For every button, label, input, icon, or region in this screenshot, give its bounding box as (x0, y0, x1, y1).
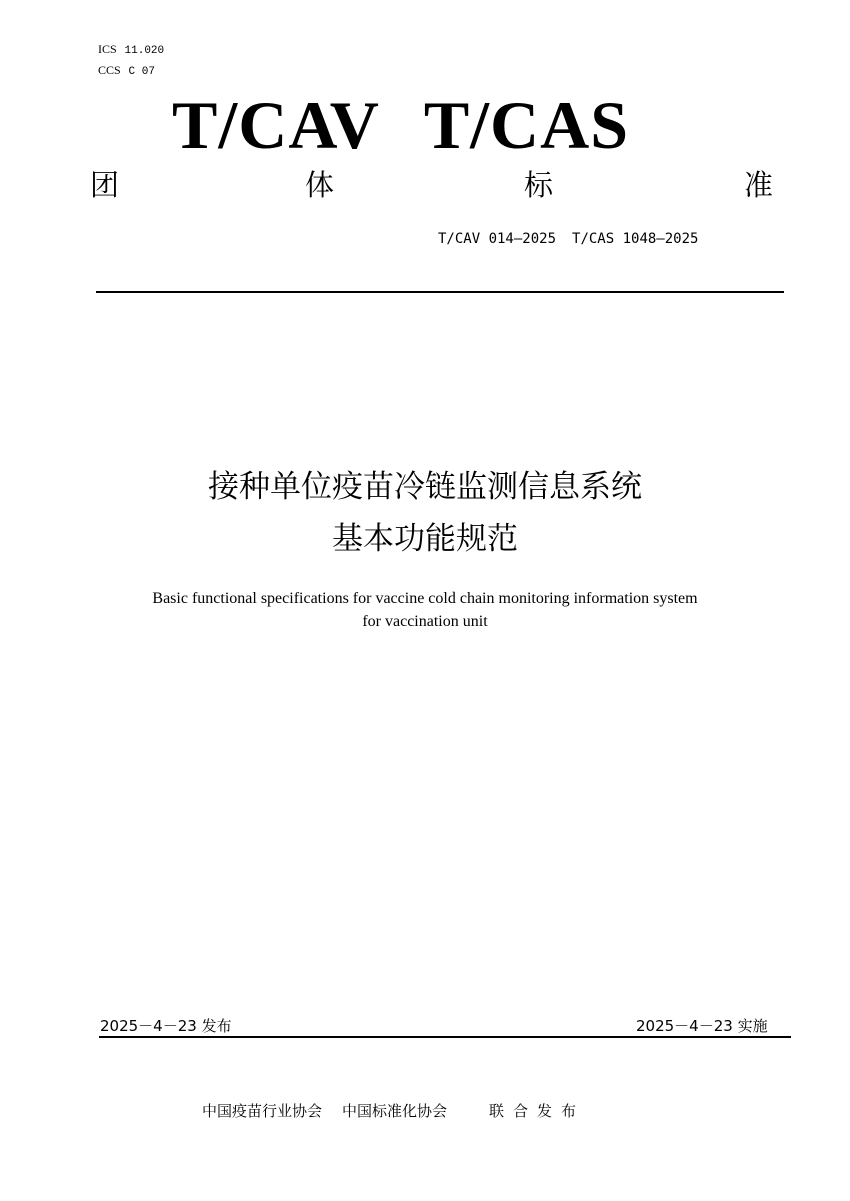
title-zh-line1: 接种单位疫苗冷链监测信息系统 (208, 469, 642, 505)
ics-line (98, 42, 164, 63)
ccs-value: C 07 (128, 66, 155, 78)
issuer-vaccine-association: 中国疫苗行业协会 (202, 1102, 323, 1120)
header-divider (96, 291, 784, 293)
standard-type-char-3: 标 (524, 168, 554, 202)
standard-numbers (438, 231, 714, 247)
standard-type-char-4: 准 (744, 168, 774, 202)
classification-codes (98, 42, 164, 84)
title-en-line1: Basic functional specifications for vaccine cold chain monitoring information system (152, 590, 698, 607)
issuer-standardization-association: 中国标准化协会 (342, 1102, 448, 1120)
standard-logo (172, 86, 629, 164)
standard-number-cas: T/CAS 1048—2025 (572, 231, 699, 247)
ccs-line (98, 63, 164, 84)
standard-number-cav: T/CAV 014—2025 (438, 231, 557, 247)
implement-date: 2025－4－23 实施 (636, 1017, 768, 1035)
joint-issue-label: 联合发布 (489, 1102, 586, 1120)
title-en-line2: for vaccination unit (362, 613, 488, 630)
logo-cav: T/CAV (172, 87, 380, 163)
logo-cas: T/CAS (423, 87, 630, 163)
title-en (60, 587, 790, 633)
issuing-organizations (202, 1100, 605, 1122)
ccs-label: CCS (98, 63, 121, 77)
title-zh-line2: 基本功能规范 (332, 521, 518, 557)
standard-type-char-2: 体 (305, 168, 335, 202)
publish-date: 2025－4－23 发布 (100, 1017, 232, 1035)
ics-value: 11.020 (124, 45, 165, 57)
footer-divider (99, 1036, 791, 1038)
ics-label: ICS (98, 42, 117, 56)
standard-type-char-1: 团 (90, 168, 120, 202)
